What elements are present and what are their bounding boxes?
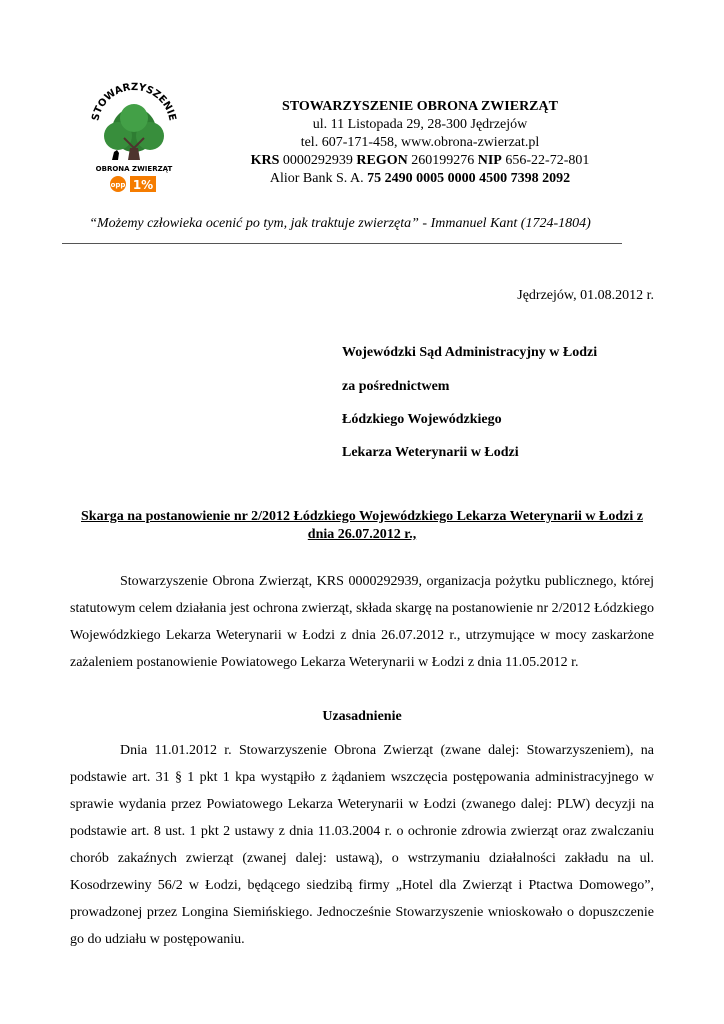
org-name: STOWARZYSZENIE OBRONA ZWIERZĄT [282, 99, 558, 114]
regon-value: 260199276 [407, 153, 478, 168]
recipient-line-1: Wojewódzki Sąd Administracyjny w Łodzi [342, 345, 598, 360]
org-registration [210, 152, 630, 170]
krs-label: KRS [250, 153, 280, 168]
recipient-line-2: za pośrednictwem [342, 379, 450, 394]
paragraph-justification: Dnia 11.01.2012 r. Stowarzyszenie Obrona Zwierząt (zwane dalej: Stowarzyszeniem), na podstawie art. 31 § 1 pkt 1 kpa wystąpiło z żądaniem wszczęcia postępowania administracyjnego w sprawie wydania przez Powiatowego Lekarza Weterynarii w Łodzi (zwanego dalej: PLW) decyzji na podstawie art. 8 ust. 1 pkt 2 ustawy z dnia 11.03.2004 r. o ochronie zdrowia zwierząt oraz zwalczaniu chorób zakaźnych zwierząt (zwanej dalej: ustawą), o wstrzymaniu działalności zakładu na ul. Kosodrzewiny 56/2 w Łodzi, będącego siedzibą firmy „Hotel dla Zwierząt i Ptactwa Domowego”, prowadzonej przez Longina Siemińskiego. Jednocześnie Stowarzyszenie wnioskowało o dopuszczenie go do udziału w postępowaniu. [70, 743, 654, 947]
header-divider [62, 243, 622, 244]
section-heading: Uzasadnienie [322, 709, 402, 724]
complaint-subject: Skarga na postanowienie nr 2/2012 Łódzkiego Wojewódzkiego Lekarza Weterynarii w Łodzi z dnia 26.07.2012 r., [81, 509, 643, 542]
org-contact: tel. 607-171-458, www.obrona-zwierzat.pl [300, 135, 540, 150]
paragraph-intro: Stowarzyszenie Obrona Zwierząt, KRS 0000292939, organizacja pożytku publicznego, której statutowym celem działania jest ochrona zwierząt, składa skargę na postanowienie nr 2/2012 Łódzkiego Wojewódzkiego Lekarza Weterynarii w Łodzi z dnia 26.07.2012 r., utrzymujące w mocy zaskarżone zażaleniem postanowienie Powiatowego Lekarza Weterynarii w Łodzi z dnia 11.05.2012 r. [70, 574, 654, 670]
krs-value: 0000292939 [279, 153, 357, 168]
recipient-line-4: Lekarza Weterynarii w Łodzi [342, 445, 519, 460]
nip-value: 656-22-72-801 [501, 153, 590, 168]
logo-bottom-text: OBRONA ZWIERZĄT [95, 165, 173, 173]
tree-icon [104, 104, 164, 160]
regon-label: REGON [356, 153, 408, 168]
org-bank [210, 170, 630, 188]
bank-name: Alior Bank S. A. [269, 171, 368, 186]
logo-top-text: STOWARZYSZENIE [90, 81, 178, 122]
motto-quote: “Możemy człowieka ocenić po tym, jak traktuje zwierzęta” - Immanuel Kant (1724-1804) [89, 216, 591, 231]
bank-account: 75 2490 0005 0000 4500 7398 2092 [367, 171, 571, 186]
logo-opp-text: opp [110, 181, 126, 189]
nip-label: NIP [477, 153, 502, 168]
organization-logo [84, 78, 184, 198]
org-address: ul. 11 Listopada 29, 28-300 Jędrzejów [312, 117, 528, 132]
organization-header [210, 98, 630, 188]
dog-icon [112, 150, 119, 160]
recipient-line-3: Łódzkiego Wojewódzkiego [342, 412, 502, 427]
place-date: Jędrzejów, 01.08.2012 r. [517, 288, 654, 303]
logo-badge-text: 1% [132, 178, 154, 192]
